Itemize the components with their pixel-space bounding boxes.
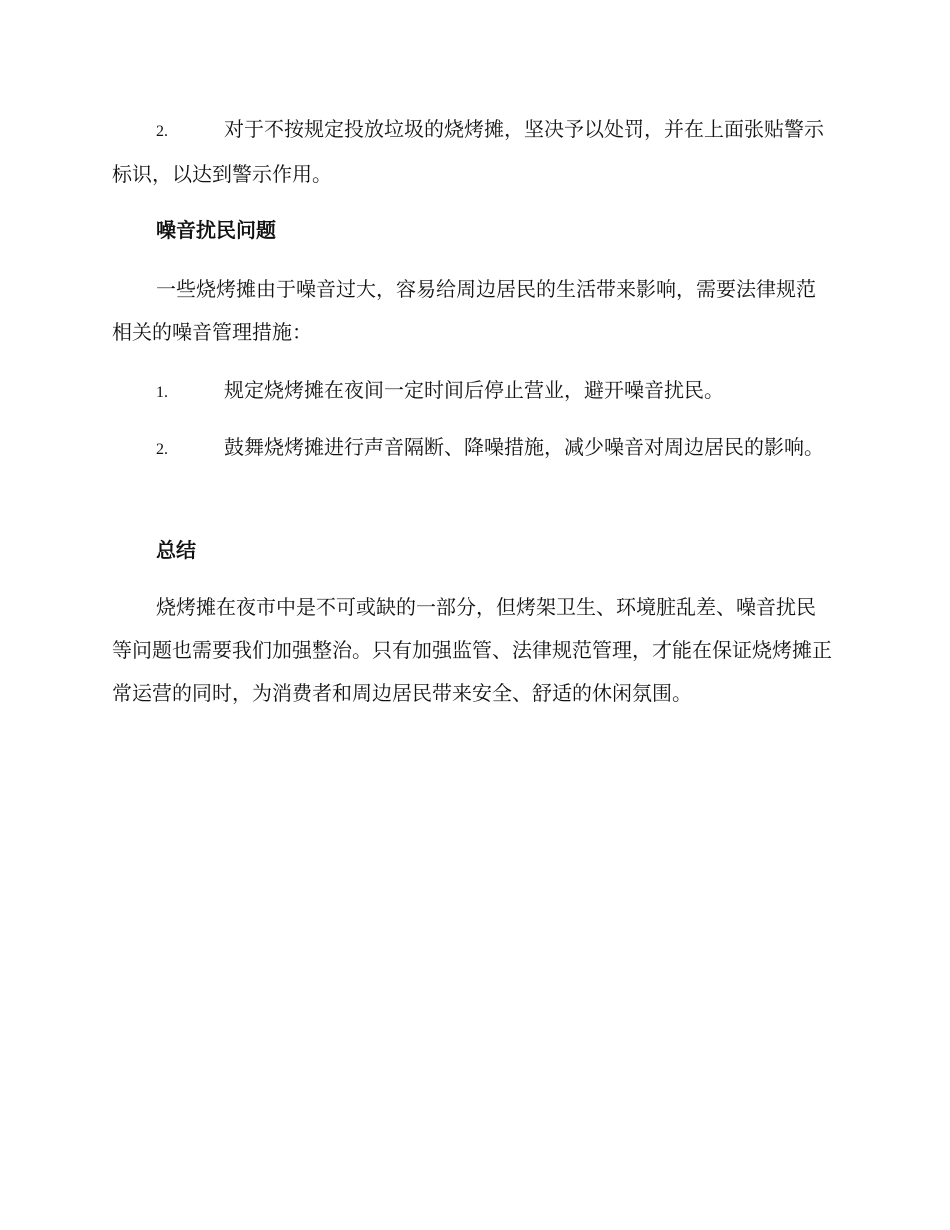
list-item-waste-penalty — [112, 108, 834, 196]
paragraph-summary: 烧烤摊在夜市中是不可或缺的一部分，但烤架卫生、环境脏乱差、噪音扰民等问题也需要我们加强整治。只有加强监管、法律规范管理，才能在保证烧烤摊正常运营的同时，为消费者和周边居民带来安全、舒适的休闲氛围。 — [112, 595, 832, 705]
list-item-text: 规定烧烤摊在夜间一定时间后停止营业，避开噪音扰民。 — [224, 378, 724, 402]
list-number: 2. — [156, 123, 168, 140]
list-item-text: 对于不按规定投放垃圾的烧烤摊，坚决予以处罚，并在上面张贴警示标识，以达到警示作用。 — [112, 117, 824, 186]
list-item-night-closing — [112, 369, 834, 414]
section-heading-noise: 噪音扰民问题 — [156, 218, 276, 242]
paragraph-noise-intro: 一些烧烤摊由于噪音过大，容易给周边居民的生活带来影响，需要法律规范相关的噪音管理措施： — [112, 277, 816, 344]
list-number: 2. — [156, 441, 168, 458]
section-heading-summary: 总结 — [156, 538, 196, 562]
list-item-noise-reduction — [112, 426, 834, 471]
list-number: 1. — [156, 384, 168, 401]
list-item-text: 鼓舞烧烤摊进行声音隔断、降噪措施，减少噪音对周边居民的影响。 — [224, 435, 824, 459]
